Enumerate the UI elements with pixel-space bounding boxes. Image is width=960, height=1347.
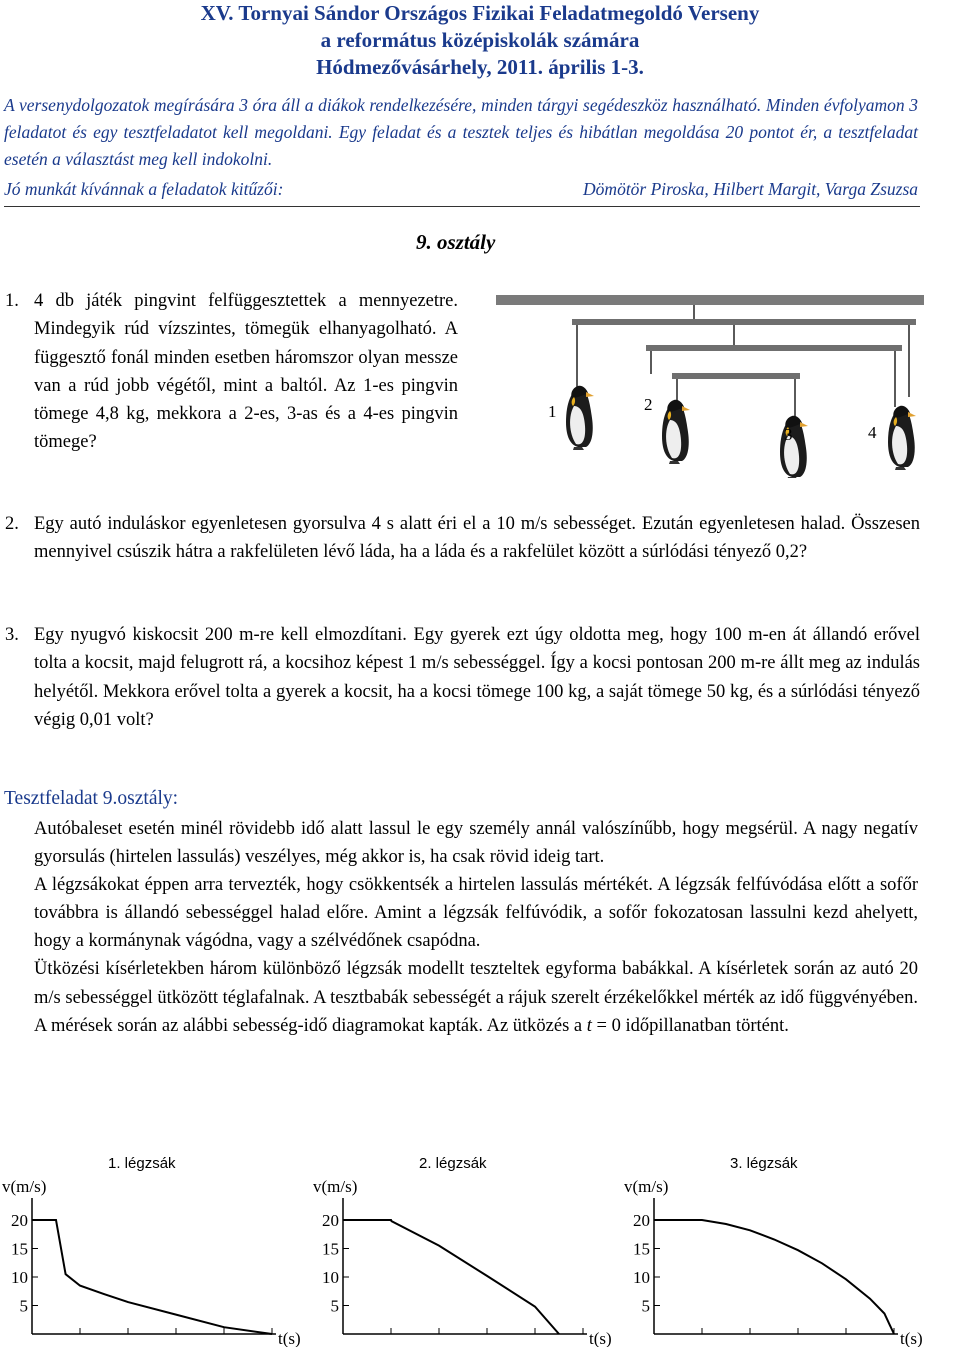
problem-1 — [5, 287, 458, 457]
wish-text: Jó munkát kívánnak a feladatok kitűzői: — [4, 179, 284, 199]
chart-3 — [622, 1148, 932, 1347]
test-paragraph-end-b: = 0 időpillanatban történt. — [591, 1015, 789, 1036]
chart-title: 3. légzsák — [730, 1155, 798, 1172]
test-paragraph-main: Ütközési kísérletekben három különböző légzsák modellt teszteltek egyforma babákkal. A kísérletek során az autó 20 m/s sebességgel ütközött téglafalnak. A tesztbabák sebességét a rájuk szerelt érzékelőkkel mérték az idő függvényében. A mérések során az alábbi sebesség-idő diagramokat kapták. — [34, 959, 918, 1036]
problem-number: 3. — [5, 625, 19, 645]
chart-svg — [0, 1148, 310, 1347]
chart-title: 2. légzsák — [419, 1155, 487, 1172]
sign-line — [4, 176, 918, 203]
header-divider — [4, 206, 920, 207]
y-tick-label: 15 — [322, 1239, 339, 1259]
velocity-series-line — [654, 1220, 894, 1334]
velocity-series-line — [343, 1220, 559, 1334]
x-axis-label: t(s) — [278, 1329, 301, 1347]
rod-top — [572, 319, 916, 325]
y-tick-label: 5 — [19, 1296, 28, 1316]
penguin-4 — [888, 406, 916, 470]
header-subtitle: a református középiskolák számára — [320, 28, 640, 52]
penguin-label-2: 2 — [644, 395, 653, 414]
x-axis-label: t(s) — [589, 1329, 612, 1347]
penguin-2 — [662, 400, 690, 464]
grade-heading: 9. osztály — [416, 230, 496, 254]
velocity-series-line — [32, 1220, 272, 1334]
chart-svg — [311, 1148, 621, 1347]
rod-bottom — [672, 373, 800, 379]
y-tick-label: 20 — [322, 1211, 339, 1230]
intro-text — [4, 92, 918, 173]
test-paragraph: A légzsákokat éppen arra tervezték, hogy csökkentsék a hirtelen lassulás mértékét. A légzsák felfúvódása előtt a sofőr továbbra is állandó sebességgel halad előre. Amint a légzsák felfúvódik, a sofőr fokozatosan lassulni kezd ahelyett, hogy a kormánynak vágódna, vagy a szélvédőnek csapódna. — [34, 875, 918, 952]
authors: Dömötör Piroska, Hilbert Margit, Varga Zsuzsa — [583, 179, 918, 199]
penguin-label-4: 4 — [868, 423, 877, 442]
problem-text: 4 db játék pingvint felfüggesztettek a mennyezetre. Mindegyik rúd vízszintes, tömegük elhanyagolható. A függesztő fonál minden esetben háromszor olyan messze van a rúd jobb végétől, mint a baltól. Az 1-es pingvin tömege 4,8 kg, mekkora a 2-es, 3-as és a 4-es pingvin tömege? — [34, 291, 458, 453]
test-paragraph — [34, 955, 918, 1039]
y-tick-label: 5 — [330, 1296, 339, 1316]
y-tick-label: 10 — [633, 1268, 650, 1287]
x-axis-label: t(s) — [900, 1329, 923, 1347]
ceiling — [496, 295, 924, 305]
page-header — [0, 0, 960, 81]
y-axis-label: v(m/s) — [2, 1177, 47, 1196]
time-variable: t — [586, 1015, 592, 1036]
header-title: XV. Tornyai Sándor Országos Fizikai Feladatmegoldó Verseny — [200, 1, 760, 25]
rod-middle — [646, 345, 902, 351]
problem-text: Egy nyugvó kiskocsit 200 m-re kell elmozdítani. Egy gyerek ezt úgy oldotta meg, hogy 100 m-en át állandó erővel tolta a kocsit, majd felugrott rá, a kocsihoz képest 1 m/s sebességgel. Így a kocsi pontosan 200 m-re állt meg az indulás helyétől. Mekkora erővel tolta a gyerek a kocsit, ha a kocsi tömege 100 kg, a saját tömege 50 kg, és a súrlódási tényező végig 0,01 volt? — [34, 625, 920, 730]
y-tick-label: 5 — [641, 1296, 650, 1316]
y-tick-label: 20 — [11, 1211, 28, 1230]
problem-text: Egy autó induláskor egyenletesen gyorsulva 4 s alatt éri el a 10 m/s sebességet. Ezután egyenletesen halad. Összesen mennyivel csúszik hátra a rakfelületen lévő láda, ha a láda és a rakfelület között a súrlódási tényező 0,2? — [34, 514, 920, 563]
test-text — [34, 815, 918, 1040]
penguin-label-1: 1 — [548, 402, 557, 421]
chart-1 — [0, 1148, 310, 1347]
penguin-1 — [566, 386, 594, 450]
problem-3 — [5, 621, 920, 734]
y-tick-label: 15 — [633, 1239, 650, 1259]
problem-number: 2. — [5, 514, 19, 534]
problem-2 — [5, 510, 920, 567]
test-paragraph: Autóbaleset esetén minél rövidebb idő alatt lassul le egy személy annál valószínűbb, hogy megsérül. A nagy negatív gyorsulás (hirtelen lassulás) veszélyes, még akkor is, ha csak rövid ideig tart. — [34, 819, 918, 868]
header-place-date: Hódmezővásárhely, 2011. április 1-3. — [316, 55, 644, 79]
y-tick-label: 10 — [11, 1268, 28, 1287]
penguin-mobile-figure — [494, 292, 928, 478]
penguin-label-3: 3 — [784, 425, 793, 444]
y-tick-label: 20 — [633, 1211, 650, 1230]
test-title: Tesztfeladat 9.osztály: — [4, 788, 179, 809]
test-paragraph-end-a: Az ütközés a — [486, 1015, 587, 1036]
chart-2 — [311, 1148, 621, 1347]
y-tick-label: 10 — [322, 1268, 339, 1287]
chart-svg — [622, 1148, 932, 1347]
y-tick-label: 15 — [11, 1239, 28, 1259]
chart-title: 1. légzsák — [108, 1155, 176, 1172]
problem-number: 1. — [5, 291, 19, 311]
intro-paragraph: A versenydolgozatok megírására 3 óra áll a diákok rendelkezésére, minden tárgyi segédeszköz használható. Minden évfolyamon 3 feladatot és egy tesztfeladatot kell megoldani. Egy feladat és a tesztek teljes és hibátlan megoldása 20 pontot ér, a tesztfeladat esetén a választást meg kell indokolni. — [4, 95, 918, 169]
y-axis-label: v(m/s) — [624, 1177, 669, 1196]
spacer — [734, 337, 740, 343]
y-axis-label: v(m/s) — [313, 1177, 358, 1196]
